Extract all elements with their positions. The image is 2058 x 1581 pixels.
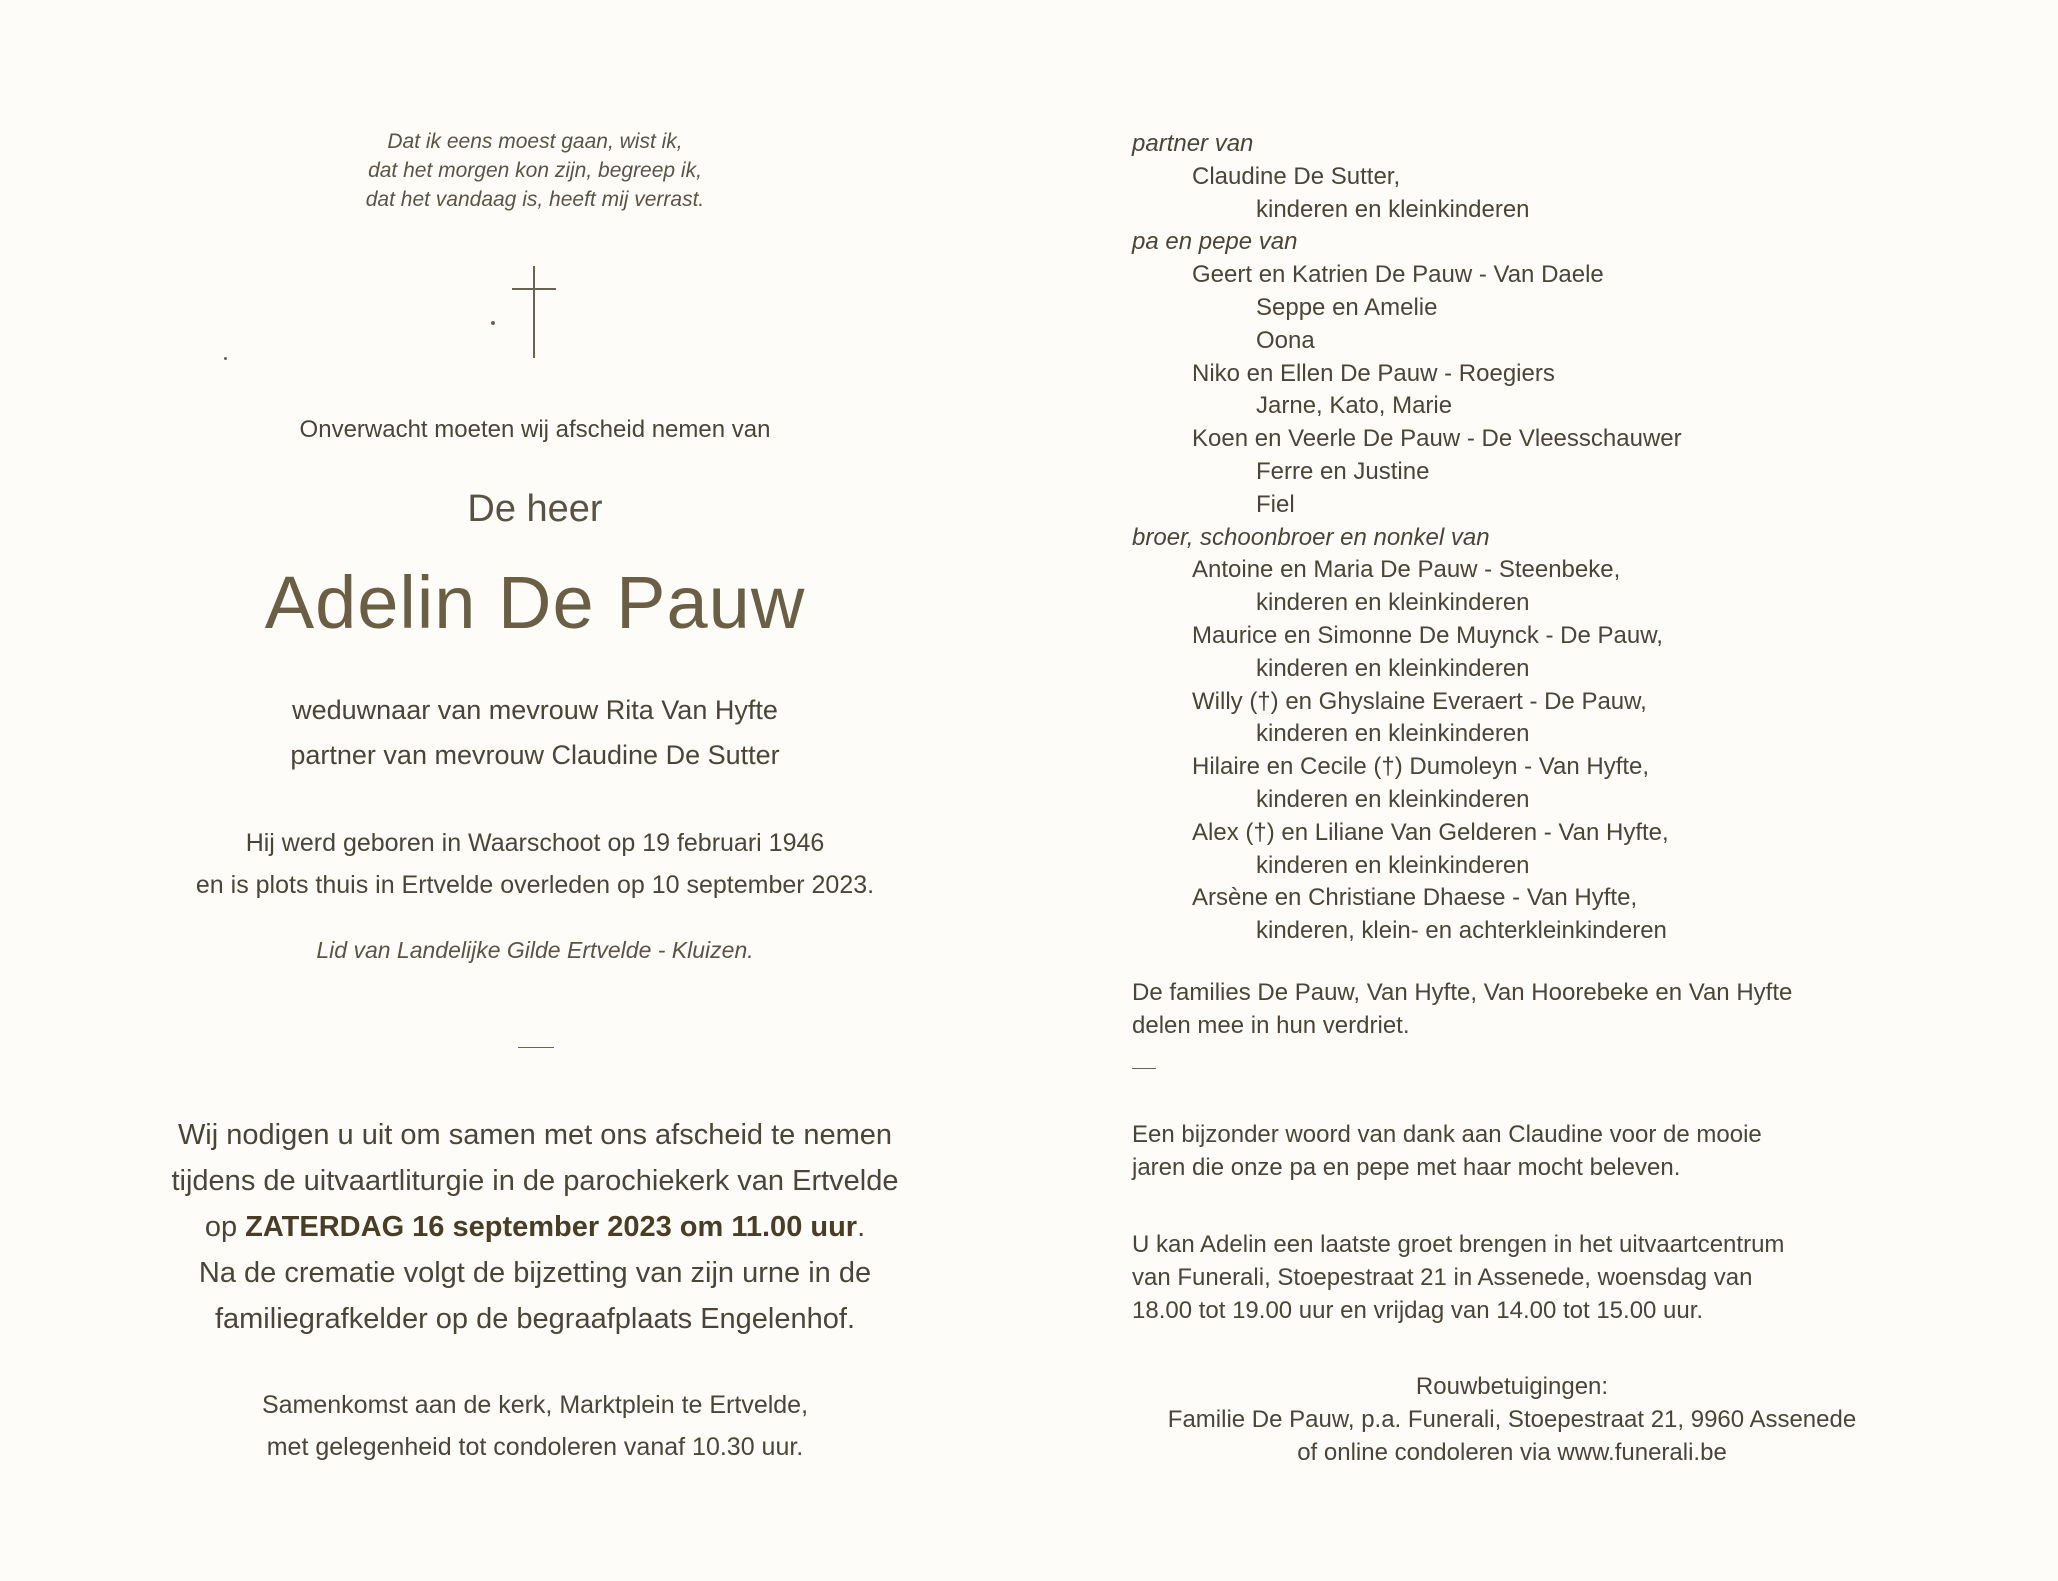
invite-line: tijdens de uitvaartliturgie in de parochiekerk van Ertvelde: [171, 1165, 899, 1197]
birth-death-info: [0, 822, 1070, 906]
right-page: [1120, 0, 2020, 1581]
divider: [1132, 1068, 1156, 1069]
family-member-line: kinderen en kleinkinderen: [1256, 851, 1530, 879]
invite-line: op ZATERDAG 16 september 2023 om 11.00 uur.: [204, 1211, 866, 1243]
visit-line: van Funerali, Stoepestraat 21 in Assenede, woensdag van: [1132, 1264, 1753, 1291]
family-member-line: Maurice en Simonne De Muynck - De Pauw,: [1192, 622, 1663, 649]
family-relation-heading: pa en pepe van: [1132, 228, 1298, 256]
visit-line: U kan Adelin een laatste groet brengen in het uitvaartcentrum: [1132, 1231, 1785, 1258]
membership: Lid van Landelijke Gilde Ertvelde - Kluizen.: [316, 937, 754, 963]
condolences-address: Familie De Pauw, p.a. Funerali, Stoepestraat 21, 9960 Assenede: [1167, 1406, 1857, 1433]
family-member-line: Hilaire en Cecile (†) Dumoleyn - Van Hyfte,: [1192, 753, 1650, 781]
dot-mark: [224, 357, 227, 360]
birth-line: Hij werd geboren in Waarschoot op 19 februari 1946: [245, 829, 825, 857]
family-member-line: Alex (†) en Liliane Van Gelderen - Van Hyfte,: [1192, 818, 1669, 846]
visit-text: [1132, 1228, 1784, 1327]
meeting-line: met gelegenheid tot condoleren vanaf 10.30 uur.: [266, 1433, 804, 1461]
status-line: weduwnaar van mevrouw Rita Van Hyfte: [292, 695, 778, 725]
condolences-heading: Rouwbetuigingen:: [1415, 1373, 1609, 1400]
family-member-line: Seppe en Amelie: [1256, 294, 1438, 321]
poem-line: dat het morgen kon zijn, begreep ik,: [368, 159, 702, 182]
condolences: [1132, 1370, 1892, 1469]
meeting-line: Samenkomst aan de kerk, Marktplein te Ertvelde,: [261, 1391, 809, 1419]
service-date: ZATERDAG 16 september 2023 om 11.00 uur: [245, 1211, 858, 1243]
family-member-line: Oona: [1256, 326, 1315, 354]
family-member-line: Niko en Ellen De Pauw - Roegiers: [1192, 359, 1555, 387]
family-relation-heading: partner van: [1132, 130, 1254, 157]
family-member-line: Antoine en Maria De Pauw - Steenbeke,: [1192, 556, 1621, 584]
honorific: De heer: [467, 488, 603, 530]
funeral-invitation: [0, 1112, 1070, 1342]
invite-line: Wij nodigen u uit om samen met ons afscheid te nemen: [177, 1119, 893, 1151]
families-line: delen mee in hun verdriet.: [1132, 1012, 1410, 1039]
family-member-line: kinderen en kleinkinderen: [1256, 654, 1530, 682]
condolences-online: of online condoleren via www.funerali.be: [1297, 1439, 1727, 1466]
thanks-line: Een bijzonder woord van dank aan Claudine voor de mooie: [1132, 1121, 1762, 1148]
family-member-line: Claudine De Sutter,: [1192, 162, 1401, 190]
family-member-line: Jarne, Kato, Marie: [1256, 392, 1453, 420]
poem-line: Dat ik eens moest gaan, wist ik,: [387, 130, 683, 153]
invite-line: Na de crematie volgt de bijzetting van zijn urne in de: [198, 1257, 872, 1289]
thanks-text: [1132, 1118, 1762, 1184]
family-member-line: Arsène en Christiane Dhaese - Van Hyfte,: [1192, 884, 1638, 912]
status-line: partner van mevrouw Claudine De Sutter: [290, 740, 780, 770]
family-member-line: Geert en Katrien De Pauw - Van Daele: [1192, 261, 1604, 289]
invite-line: familiegrafkelder op de begraafplaats Engelenhof.: [214, 1303, 856, 1335]
families-text: [1132, 976, 1792, 1042]
intro-text: Onverwacht moeten wij afscheid nemen van: [299, 416, 771, 443]
family-member-line: kinderen en kleinkinderen: [1256, 589, 1530, 617]
family-member-line: Ferre en Justine: [1256, 458, 1430, 485]
cross-icon: [512, 266, 556, 358]
families-line: De families De Pauw, Van Hyfte, Van Hoorebeke en Van Hyfte: [1132, 979, 1793, 1006]
poem-line: dat het vandaag is, heeft mij verrast.: [365, 188, 705, 211]
divider: [518, 1047, 554, 1048]
poem: [0, 127, 1070, 214]
family-member-line: kinderen en kleinkinderen: [1256, 720, 1530, 748]
family-member-line: kinderen en kleinkinderen: [1256, 786, 1530, 813]
visit-line: 18.00 tot 19.00 uur en vrijdag van 14.00 tot 15.00 uur.: [1132, 1297, 1704, 1324]
deceased-name: Adelin De Pauw: [264, 561, 806, 644]
death-line: en is plots thuis in Ertvelde overleden op 10 september 2023.: [195, 871, 875, 899]
dot-mark: [491, 321, 495, 325]
family-relation-heading: broer, schoonbroer en nonkel van: [1132, 523, 1490, 551]
meeting-info: [0, 1384, 1070, 1468]
family-member-line: Willy (†) en Ghyslaine Everaert - De Pauw,: [1192, 687, 1647, 715]
family-member-line: kinderen, klein- en achterkleinkinderen: [1256, 917, 1667, 945]
family-member-line: Koen en Veerle De Pauw - De Vleesschauwer: [1192, 425, 1682, 453]
family-member-line: Fiel: [1256, 490, 1295, 518]
family-member-line: kinderen en kleinkinderen: [1256, 195, 1530, 223]
marital-status: [0, 688, 1070, 778]
thanks-line: jaren die onze pa en pepe met haar mocht beleven.: [1132, 1154, 1681, 1181]
